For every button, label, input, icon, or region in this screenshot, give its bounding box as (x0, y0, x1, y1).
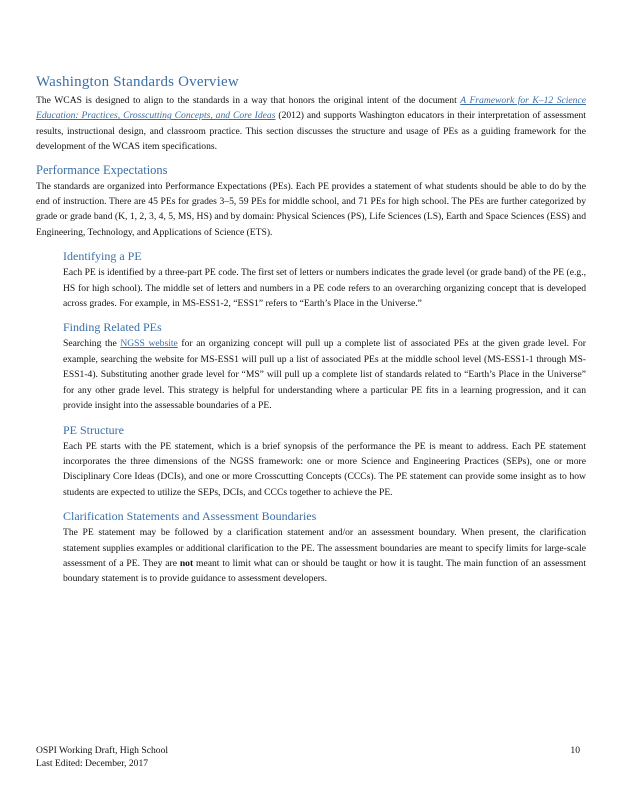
pe-structure-heading: PE Structure (63, 422, 124, 437)
footer-draft-label: OSPI Working Draft, High School (36, 745, 169, 756)
clarification-emphasis: not (179, 557, 194, 569)
performance-expectations-paragraph: The standards are organized into Performance Expectations (PEs). Each PE provides a statement of what students should be able to do by the end of instruction. There are 45 PEs for grades 3–5, 59 PEs for middle school, and 71 PEs for high school. The PEs are further categorized by grade or grade band (K, 1, 2, 3, 4, 5, MS, HS) and by domain: Physical Sciences (PS), Life Sciences (LS), Earth and Space Sciences (ESS) and Engineering, Technology, and Applications of Science (ETS). (36, 180, 586, 238)
overview-text-start: The WCAS is designed to align to the standards in a way that honors the original intent of the document (36, 95, 461, 106)
ngss-website-link[interactable]: NGSS website (120, 338, 178, 350)
clarification-heading: Clarification Statements and Assessment Boundaries (63, 509, 317, 524)
identifying-pe-heading: Identifying a PE (63, 249, 142, 264)
finding-text-start: Searching the (63, 338, 121, 350)
clarification-paragraph (63, 525, 586, 587)
clarification-text-start: The PE statement may be followed by a clarification statement and/or an assessment boundary. When present, the clarification statement supplies examples or additional clarification to the PE. The assessment boundaries are meant to specify limits for large-scale assessment of a PE. They are (63, 527, 586, 569)
overview-text-end: (2012) and supports Washington educators in their interpretation of assessment results, instructional design, and classroom practice. This section discusses the structure and usage of PEs as a guiding framework for the development of the WCAS item specifications. (36, 110, 586, 153)
page-content (36, 73, 586, 587)
page-footer (36, 744, 168, 770)
finding-related-pes-heading: Finding Related PEs (63, 320, 162, 335)
pe-structure-paragraph: Each PE starts with the PE statement, which is a brief synopsis of the performance the PE is meant to address. Each PE statement incorporates the three dimensions of the NGSS framework: one or more Science and Engineering Practices (SEPs), one or more Disciplinary Core Ideas (DCIs), and one or more Crosscutting Concepts (CCCs). The PE statement can provide some insight as to how students are expected to utilize the SEPs, DCIs, and CCCs together to achieve the PE. (63, 440, 586, 498)
finding-text-end: for an organizing concept will pull up a complete list of associated PEs at the given grade level. For example, searching the website for MS-ESS1 will pull up a list of associated PEs at the middle school level (MS-ESS1-1 through MS-ESS1-4). Substituting another grade level for “MS” will pull up a complete list of standards related to “Earth’s Place in the Universe” for any other grade level. This strategy is helpful for understanding where a particular PE fits in a learning progression, and it can provide insight into the assessable boundaries of a PE. (63, 338, 586, 412)
page-number: 10 (570, 745, 580, 756)
identifying-pe-paragraph: Each PE is identified by a three-part PE code. The first set of letters or numbers indicates the grade level (or grade band) of the PE (e.g., HS for high school). The middle set of letters and numbers in a PE code refers to an overarching organizing concept that is developed across grades. For example, in MS-ESS1-2, “ESS1” refers to “Earth’s Place in the Universe.” (63, 267, 586, 310)
performance-expectations-heading: Performance Expectations (36, 162, 168, 177)
footer-last-edited: Last Edited: December, 2017 (36, 758, 149, 769)
framework-link[interactable]: A Framework for K–12 Science Education: Practices, Crosscutting Concepts, and Core Ideas (36, 95, 586, 122)
finding-related-pes-paragraph (63, 336, 586, 413)
clarification-text-end: meant to limit what can or should be taught or how it is taught. The main function of an assessment boundary statement is to provide guidance to assessment developers. (63, 557, 586, 585)
overview-paragraph (36, 93, 586, 155)
page-title: Washington Standards Overview (36, 74, 239, 90)
